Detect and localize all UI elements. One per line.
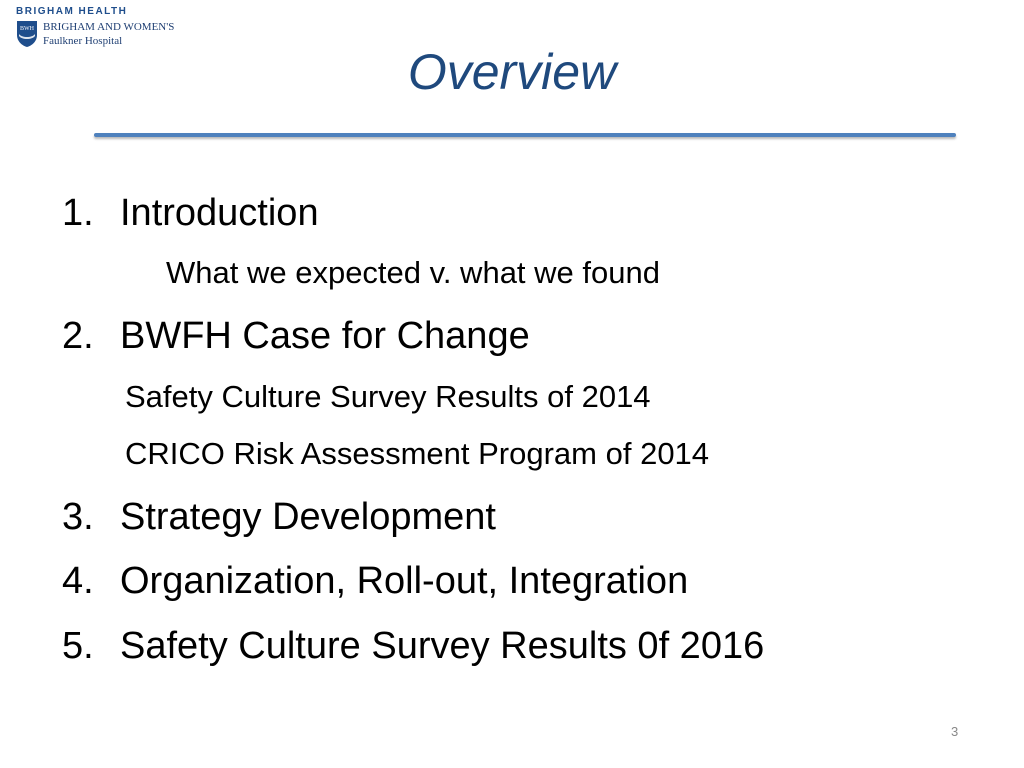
list-subitem: Safety Culture Survey Results of 2014 — [125, 379, 651, 414]
page-number: 3 — [951, 724, 959, 739]
list-item-text: Strategy Development — [120, 496, 496, 538]
list-item-number: 2. — [62, 315, 94, 357]
logo-hospital-name: BRIGHAM AND WOMEN'S — [43, 21, 175, 33]
shield-label: BWH — [20, 26, 34, 32]
list-item-text: Introduction — [120, 192, 319, 234]
title-divider — [94, 133, 956, 137]
list-subitem: CRICO Risk Assessment Program of 2014 — [125, 436, 710, 471]
list-item-text: Organization, Roll-out, Integration — [120, 560, 689, 602]
logo-brand-text: BRIGHAM HEALTH — [16, 6, 128, 17]
list-item-text: Safety Culture Survey Results 0f 2016 — [120, 625, 765, 667]
list-item-text: BWFH Case for Change — [120, 315, 530, 357]
list-item-number: 4. — [62, 560, 94, 602]
list-subitem: What we expected v. what we found — [166, 255, 660, 290]
logo-hospital-subname: Faulkner Hospital — [43, 35, 123, 47]
list-item-number: 5. — [62, 625, 94, 667]
list-item-number: 3. — [62, 496, 94, 538]
slide-title: Overview — [407, 44, 617, 100]
list-item-number: 1. — [62, 192, 94, 234]
